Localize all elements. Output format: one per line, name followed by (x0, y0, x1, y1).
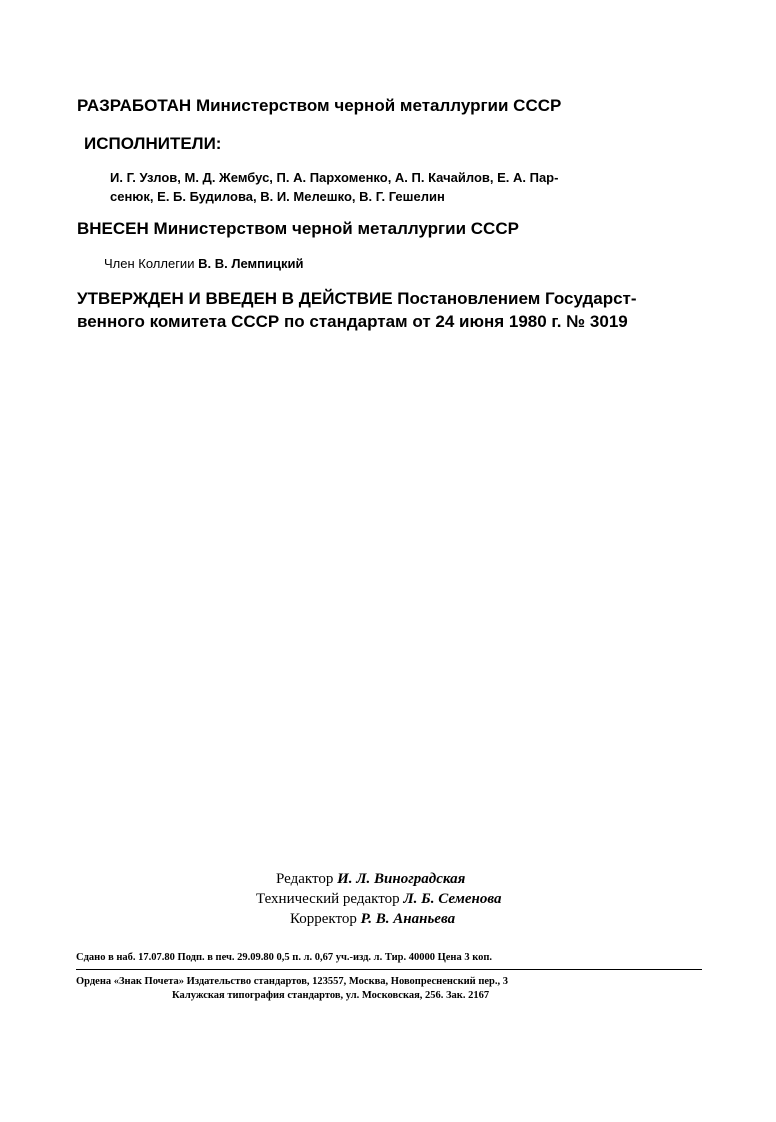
tech-editor-name: Л. Б. Семенова (403, 891, 502, 907)
imprint-line-1: Сдано в наб. 17.07.80 Подп. в печ. 29.09.80 0,5 п. л. 0,67 уч.-изд. л. Тир. 40000 Цена 3 коп. (76, 952, 493, 963)
executors-line-1: И. Г. Узлов, М. Д. Жембус, П. А. Пархоменко, А. П. Качайлов, Е. А. Пар- (110, 170, 559, 185)
approved-text-1: Постановлением Государст- (397, 289, 637, 308)
editor-credit (276, 871, 465, 888)
proofreader-label: Корректор (290, 911, 357, 927)
collegium-member (104, 256, 303, 271)
submitted-text: Министерством черной металлургии СССР (153, 219, 519, 238)
collegium-member-label: Член Коллегии (104, 256, 195, 271)
developed-label: РАЗРАБОТАН (77, 96, 192, 115)
submitted-label: ВНЕСЕН (77, 219, 149, 238)
approved-paragraph (77, 287, 637, 333)
editor-name: И. Л. Виноградская (337, 871, 466, 887)
tech-editor-credit (256, 891, 501, 908)
imprint-line-2: Ордена «Знак Почета» Издательство стандартов, 123557, Москва, Новопресненский пер., 3 (76, 976, 509, 987)
proofreader-credit (290, 911, 455, 928)
proofreader-name: Р. В. Ананьева (360, 911, 456, 927)
approved-text-2: венного комитета СССР по стандартам от 24 июня 1980 г. № 3019 (77, 312, 628, 331)
imprint-divider (76, 969, 702, 970)
executors-line-2: сенюк, Е. Б. Будилова, В. И. Мелешко, В. Г. Гешелин (110, 189, 445, 204)
submitted-line (77, 219, 519, 239)
approved-label: УТВЕРЖДЕН И ВВЕДЕН В ДЕЙСТВИЕ (77, 289, 393, 308)
imprint-line-3: Калужская типография стандартов, ул. Московская, 256. Зак. 2167 (172, 990, 490, 1001)
editor-label: Редактор (276, 871, 334, 887)
collegium-member-name: В. В. Лемпицкий (198, 256, 304, 271)
approved-line-1 (77, 287, 637, 310)
tech-editor-label: Технический редактор (256, 891, 400, 907)
executors-heading: ИСПОЛНИТЕЛИ: (84, 134, 222, 153)
developed-text: Министерством черной металлургии СССР (195, 96, 562, 115)
executors-list (110, 168, 558, 206)
developed-line (77, 96, 561, 116)
